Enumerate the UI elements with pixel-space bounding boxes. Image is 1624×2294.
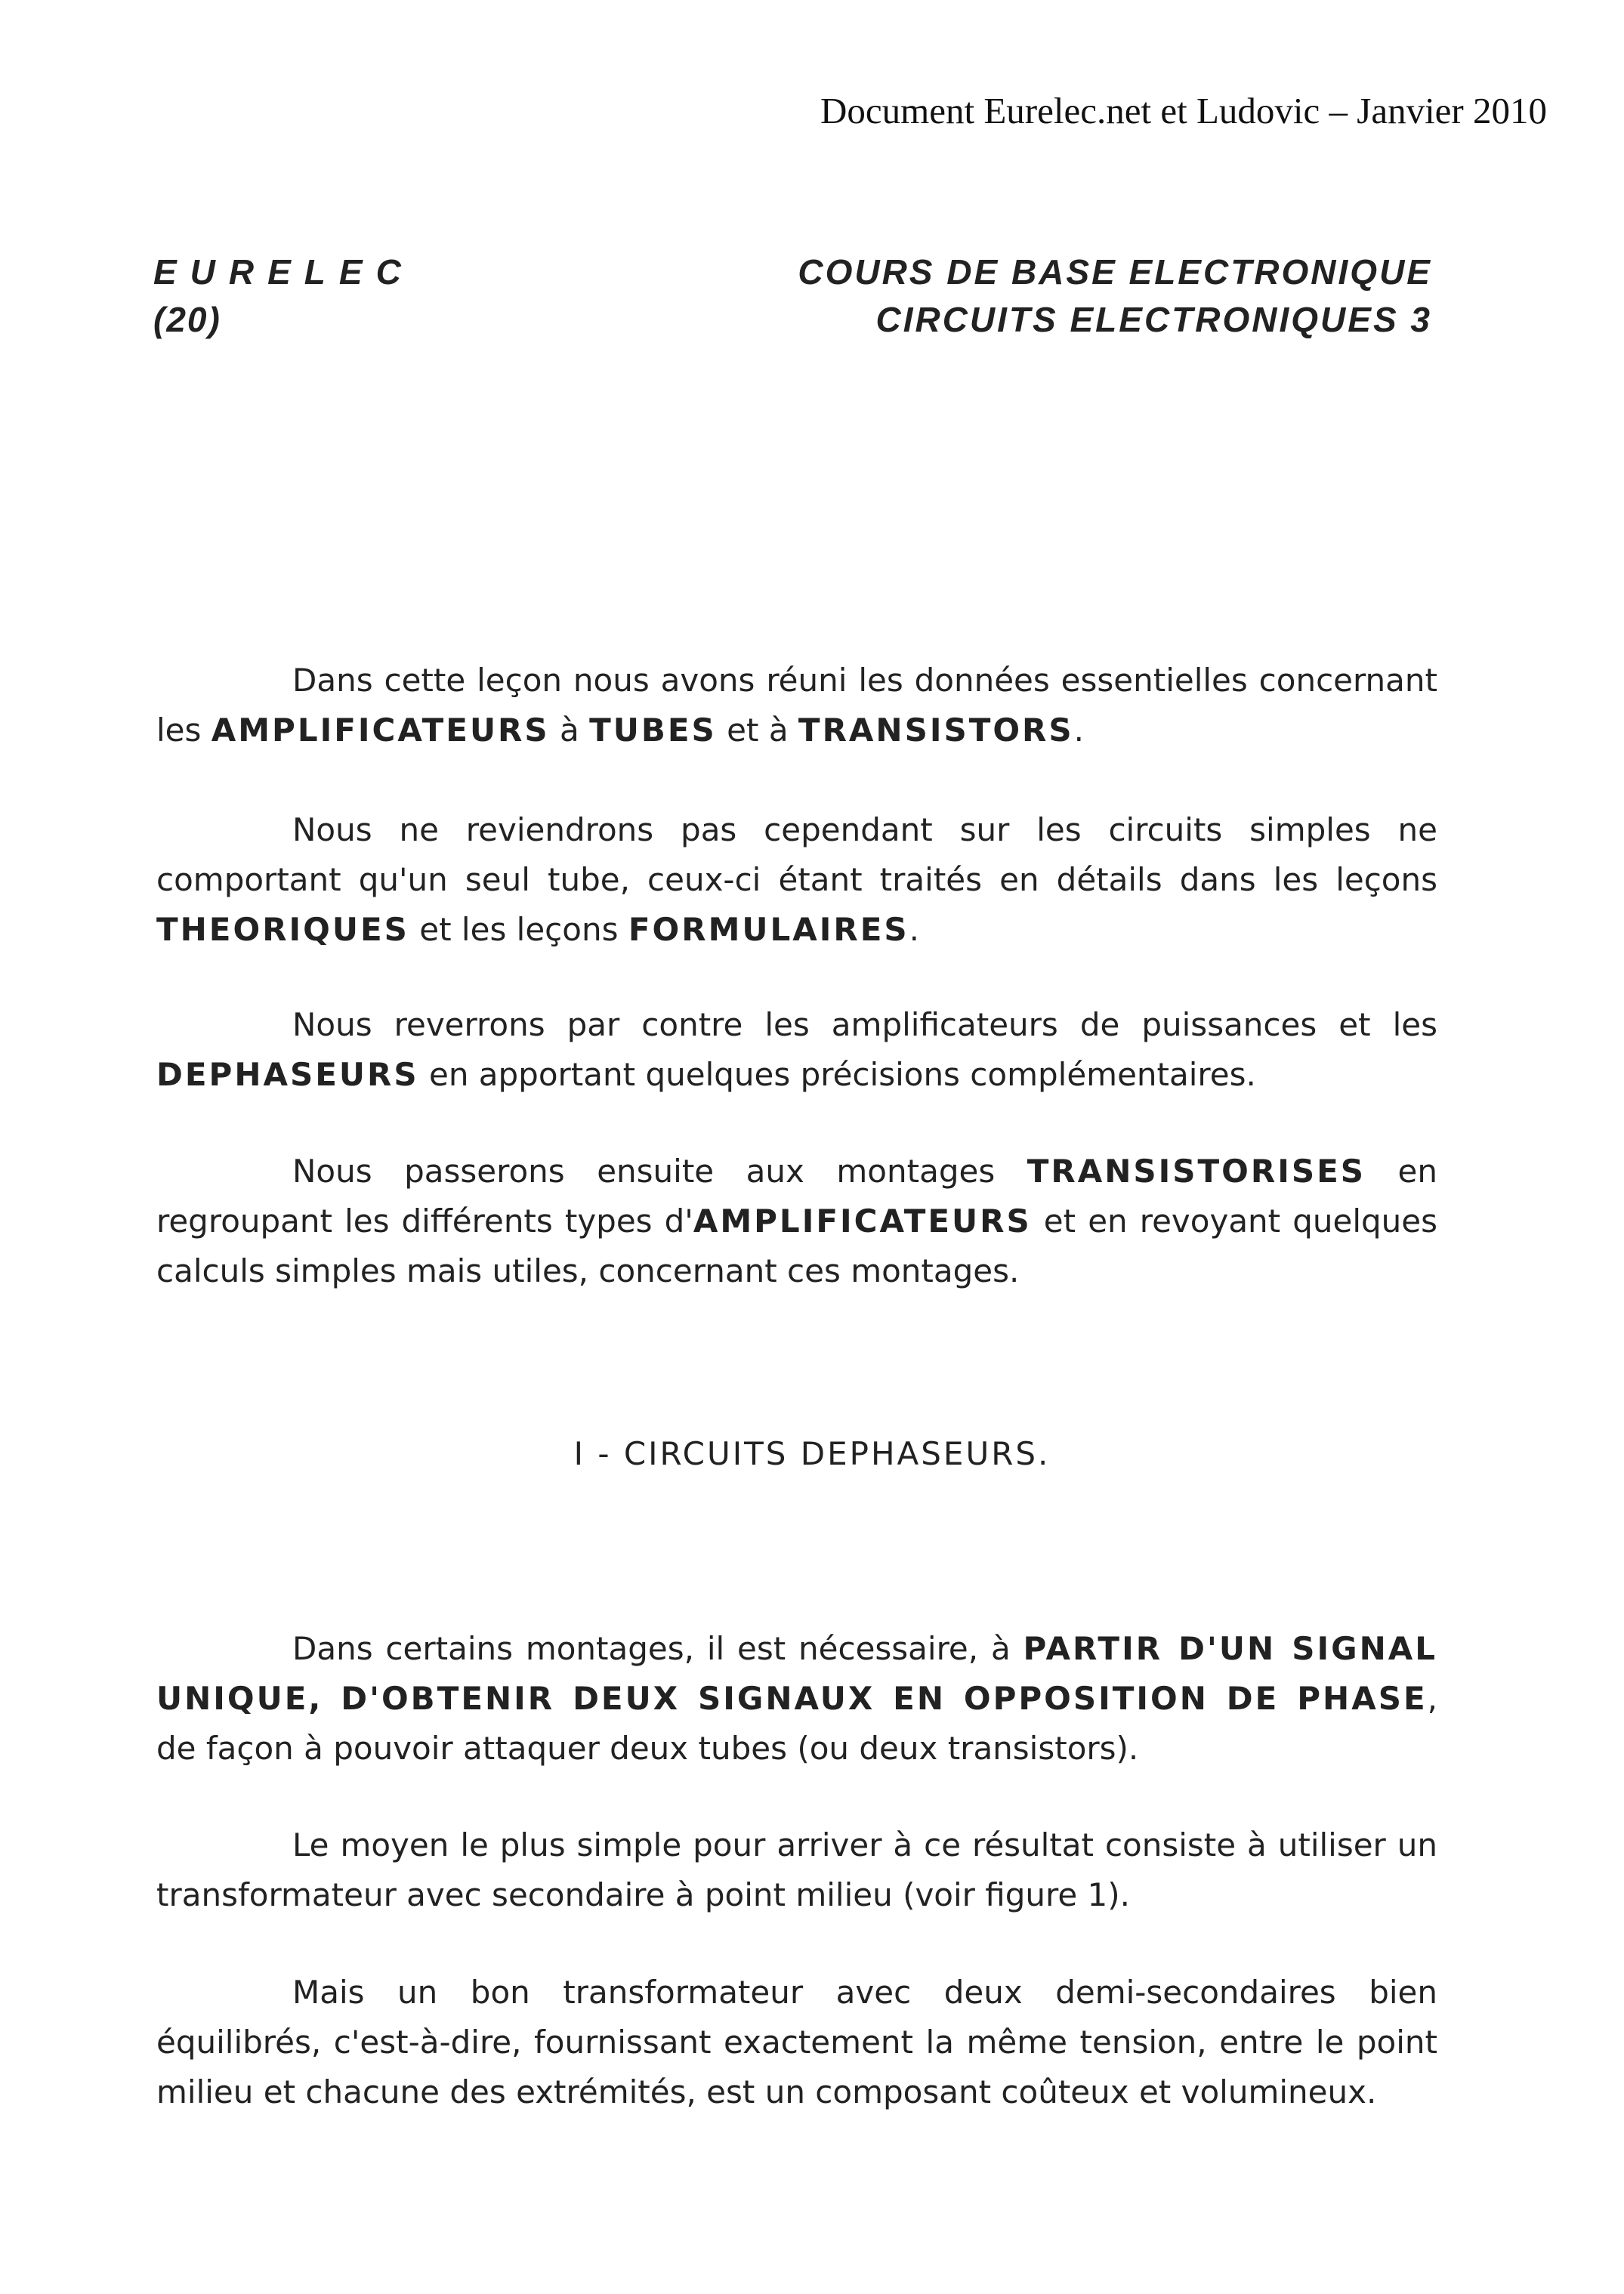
brand-name: EURELEC [153, 252, 415, 292]
paragraph-power-amplifiers: Nous reverrons par contre les amplificateurs de puissances et les DEPHASEURS en apportant quelques précisions complémentaires. [156, 1006, 1437, 1093]
paragraph-intro: Dans cette leçon nous avons réuni les données essentielles concernant les AMPLIFICATEURS à TUBES et à TRANSISTORS. [156, 662, 1437, 749]
paragraph-transformer: Le moyen le plus simple pour arriver à ce résultat consiste à utiliser un transformateur avec secondaire à point milieu (voir figure 1). [156, 1826, 1437, 1913]
paragraph-simple-circuits: Nous ne reviendrons pas cependant sur les circuits simples ne comportant qu'un seul tube, ceux-ci étant traités en détails dans les leçons THEORIQUES et les leçons FORMULAIRES. [156, 811, 1437, 948]
course-title: COURS DE BASE ELECTRONIQUE [798, 252, 1432, 292]
paragraph-transistor-circuits: Nous passerons ensuite aux montages TRANSISTORISES en regroupant les différents types d'AMPLIFICATEURS et en revoyant quelques calculs simples mais utiles, concernant ces montages. [156, 1153, 1437, 1289]
paragraph-transformer-cost: Mais un bon transformateur avec deux demi-secondaires bien équilibrés, c'est-à-dire, fournissant exactement la même tension, entre le point milieu et chacune des extrémités, est un composant coûteux et volumineux. [156, 1974, 1437, 2110]
source-note: Document Eurelec.net et Ludovic – Janvier 2010 [820, 90, 1547, 131]
lesson-subject: CIRCUITS ELECTRONIQUES 3 [875, 300, 1432, 339]
paragraph-phase-opposition: Dans certains montages, il est nécessaire, à PARTIR D'UN SIGNAL UNIQUE, D'OBTENIR DEUX SIGNAUX EN OPPOSITION DE PHASE, de façon à pouvoir attaquer deux tubes (ou deux transistors). [156, 1630, 1437, 1767]
lesson-number: (20) [153, 300, 221, 339]
section-title: I - CIRCUITS DEPHASEURS. [573, 1435, 1051, 1472]
